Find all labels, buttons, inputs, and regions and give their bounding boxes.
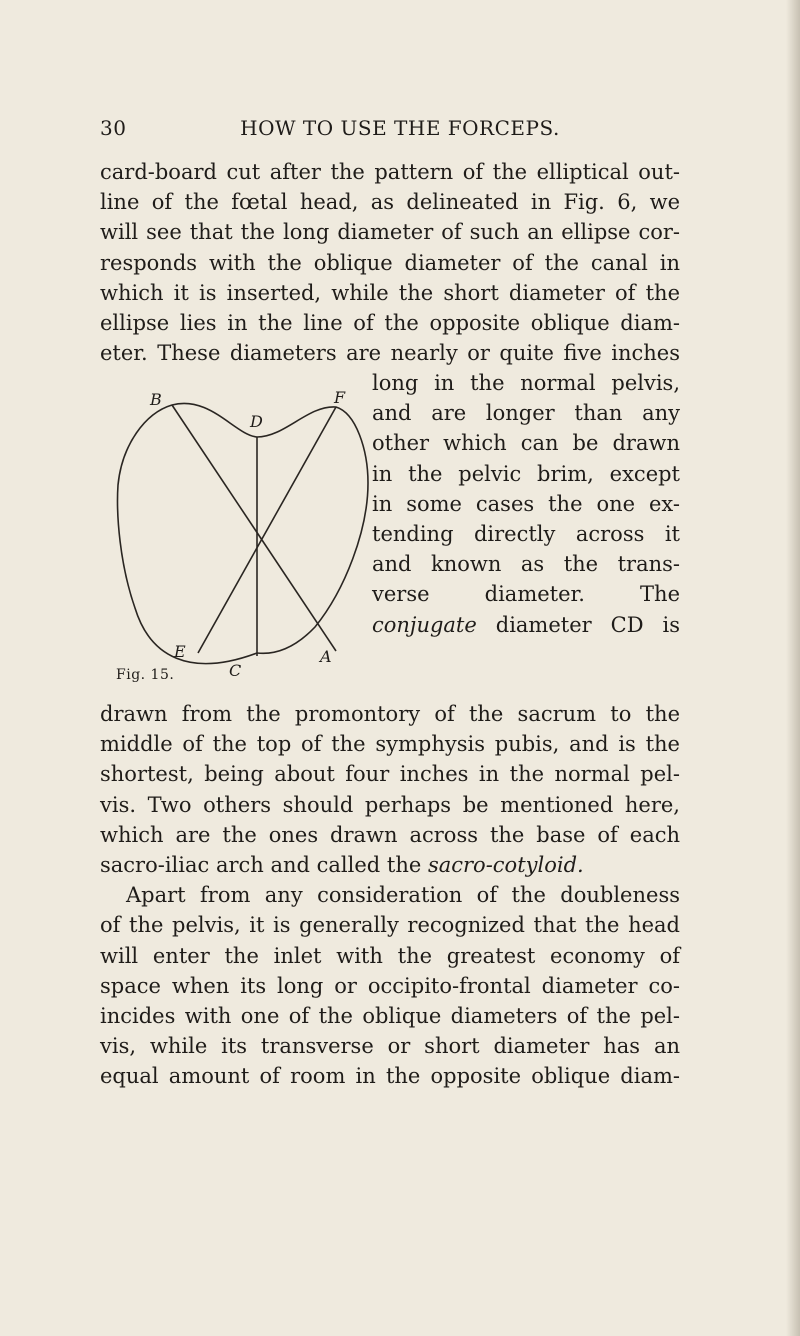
oblique-diameter-ea: [198, 407, 336, 653]
text-line: tending directly across it: [372, 521, 680, 546]
figure-caption: Fig. 15.: [116, 667, 175, 683]
text-line: in some cases the one ex-: [372, 491, 680, 516]
text-line: other which can be drawn: [372, 431, 680, 456]
label-c: C: [229, 661, 242, 680]
text-line: which are the ones drawn across the base of each: [100, 822, 680, 847]
text-line: incides with one of the oblique diameters of the pel-: [100, 1003, 680, 1028]
text-line: and are longer than any: [372, 401, 680, 426]
paragraph-1-bottom: [100, 699, 680, 1091]
italic-term: conjugate: [372, 612, 477, 637]
text-line: verse diameter. The: [372, 582, 680, 607]
paragraph-1-side: [372, 368, 680, 640]
text-line: ellipse lies in the line of the opposite oblique diam-: [100, 310, 680, 335]
text-line: drawn from the promontory of the sacrum to the: [100, 702, 680, 726]
paragraph-1-top: [100, 157, 680, 368]
text-line: space when its long or occipito-frontal diameter co-: [100, 973, 680, 998]
text-line: vis. Two others should perhaps be mentioned here,: [100, 792, 680, 817]
text-run: diameter CD is: [476, 612, 680, 637]
text-line: card-board cut after the pattern of the elliptical out-: [100, 160, 680, 184]
page-header: [0, 116, 800, 146]
italic-term: sacro-cotyloid.: [427, 852, 584, 877]
pelvis-diagram: [100, 365, 370, 700]
figure-15: [100, 365, 370, 700]
text-run: sacro-iliac arch and called the: [100, 852, 428, 877]
text-line: in the pelvic brim, except: [372, 461, 680, 486]
running-head: HOW TO USE THE FORCEPS.: [240, 116, 560, 140]
text-line: shortest, being about four inches in the normal pel-: [100, 762, 680, 787]
text-line: which it is inserted, while the short diameter of the: [100, 280, 680, 305]
label-d: D: [250, 412, 263, 431]
text-line: equal amount of room in the opposite oblique diam-: [100, 1064, 680, 1089]
text-line: and known as the trans-: [372, 552, 680, 577]
text-line: of the pelvis, it is generally recognized that the head: [100, 913, 680, 938]
text-line: long in the normal pelvis,: [372, 371, 680, 395]
text-line: vis, while its transverse or short diameter has an: [100, 1034, 680, 1059]
label-f: F: [334, 388, 346, 407]
text-line: eter. These diameters are nearly or quite five inches: [100, 341, 680, 366]
pelvis-outline: [118, 403, 368, 663]
oblique-diameter-bf: [172, 405, 336, 651]
text-line: line of the fœtal head, as delineated in Fig. 6, we: [100, 190, 680, 215]
text-line-indent: Apart from any consideration of the doubleness: [126, 883, 680, 908]
text-line: responds with the oblique diameter of the canal in: [100, 250, 680, 275]
text-line: will see that the long diameter of such an ellipse cor-: [100, 220, 680, 245]
label-e: E: [174, 642, 186, 661]
text-line-conjugate: [372, 610, 680, 640]
text-line: middle of the top of the symphysis pubis, and is the: [100, 732, 680, 757]
page-number: 30: [100, 116, 127, 140]
page-edge-shadow: [786, 0, 800, 1336]
label-b: B: [150, 390, 162, 409]
label-a: A: [320, 647, 332, 666]
text-line: will enter the inlet with the greatest economy of: [100, 943, 680, 968]
text-line-sacro: [100, 850, 680, 880]
